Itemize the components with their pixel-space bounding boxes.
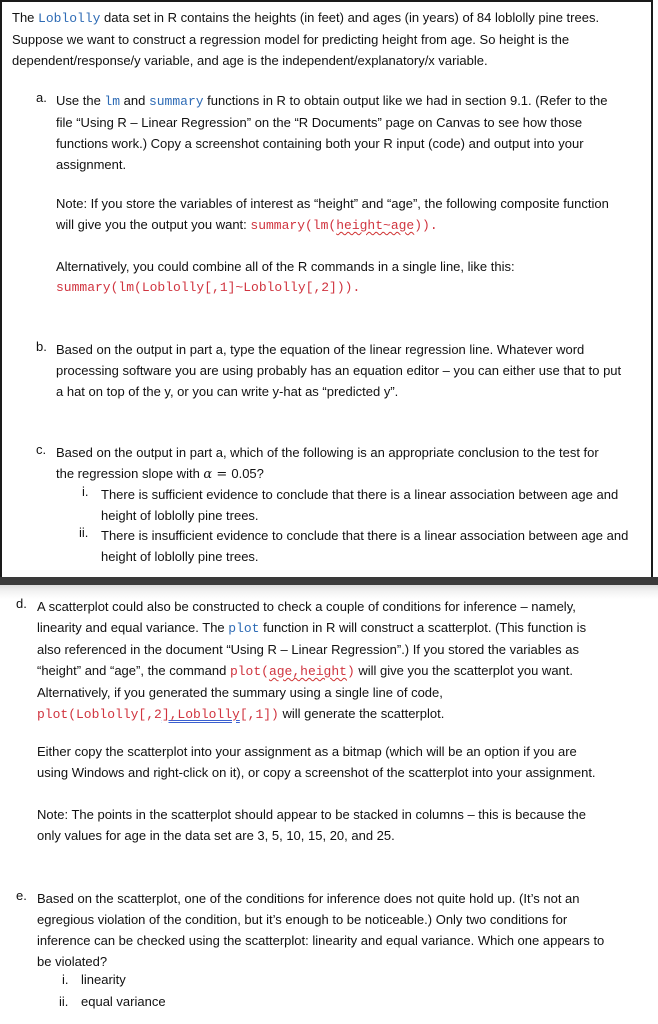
question-a-alternative bbox=[56, 256, 651, 298]
question-a-note-line-2: will give you the output you want: summary(lm(height~age)). bbox=[56, 217, 438, 233]
dataset-name: Loblolly bbox=[38, 11, 101, 26]
document-panel-bottom bbox=[0, 585, 658, 1024]
question-d-line-6: plot(Loblolly[,2],Loblolly[,1]) will generate the scatterplot. bbox=[37, 706, 445, 722]
question-d-paragraph-2 bbox=[37, 741, 652, 783]
summary-function: summary bbox=[148, 94, 204, 109]
question-b-line-1: Based on the output in part a, type the equation of the linear regression line. Whatever word bbox=[56, 342, 585, 357]
question-a-note-line-1: Note: If you store the variables of interest as “height” and “age”, the following composite function bbox=[56, 196, 609, 211]
question-e bbox=[37, 888, 652, 972]
intro-line-1: The Loblolly data set in R contains the heights (in feet) and ages (in years) of 84 loblolly pine trees. bbox=[12, 10, 600, 26]
alpha-symbol: α = bbox=[203, 467, 232, 482]
question-a-line-2: file “Using R – Linear Regression” on the “R Documents” page on Canvas to see how those bbox=[56, 115, 583, 130]
question-a-line-1: Use the lm and summary functions in R to obtain output like we had in section 9.1. (Refer to the bbox=[56, 93, 608, 109]
lm-function: lm bbox=[104, 94, 121, 109]
question-c-option-1-number: i. bbox=[82, 484, 89, 499]
question-e-line-2: egregious violation of the condition, but it’s enough to be noticeable.) Only two conditions for bbox=[37, 912, 568, 927]
question-d-line-3: also referenced in the document “Using R – Linear Regression”.) If you stored the variables as bbox=[37, 642, 579, 657]
question-c-option-1-line-1: There is sufficient evidence to conclude that there is a linear association between age and bbox=[101, 487, 619, 502]
question-d-p2-line-1: Either copy the scatterplot into your assignment as a bitmap (which will be an option if you are bbox=[37, 744, 577, 759]
question-a bbox=[56, 90, 651, 175]
summary-code-2: summary(lm(Loblolly[,1]~Loblolly[,2])). bbox=[56, 280, 361, 295]
question-d-note bbox=[37, 804, 652, 846]
question-e-option-2-number: ii. bbox=[59, 994, 69, 1009]
question-b-letter: b. bbox=[36, 339, 47, 354]
intro-line-3: dependent/response/y variable, and age is the independent/explanatory/x variable. bbox=[12, 53, 488, 68]
question-e-line-1: Based on the scatterplot, one of the conditions for inference does not quite hold up. (It’s not an bbox=[37, 891, 580, 906]
question-d-note-line-1: Note: The points in the scatterplot should appear to be stacked in columns – this is because the bbox=[37, 807, 586, 822]
question-c-option-2 bbox=[101, 525, 653, 567]
summary-code-1: summary(lm(height~age)). bbox=[250, 218, 438, 233]
question-a-line-3: functions work.) Copy a screenshot containing both your R input (code) and output into your bbox=[56, 136, 584, 151]
question-e-option-2: equal variance bbox=[81, 994, 166, 1009]
plot-code-1: plot(age,height) bbox=[229, 664, 355, 679]
question-c-option-2-line-1: There is insufficient evidence to conclude that there is a linear association between age and bbox=[101, 528, 629, 543]
question-d-note-line-2: only values for age in the data set are 3, 5, 10, 15, 20, and 25. bbox=[37, 828, 395, 843]
question-a-letter: a. bbox=[36, 90, 47, 105]
intro-line-2: Suppose we want to construct a regression model for predicting height from age. So height is the bbox=[12, 32, 570, 47]
question-b-line-2: processing software you are using probably has an equation editor – you can either use that to put bbox=[56, 363, 622, 378]
page-divider bbox=[0, 577, 658, 585]
question-e-line-4: be violated? bbox=[37, 954, 108, 969]
plot-function: plot bbox=[228, 621, 260, 636]
question-c-letter: c. bbox=[36, 442, 47, 457]
question-c-option-2-line-2: height of loblolly pine trees. bbox=[101, 549, 259, 564]
question-a-note bbox=[56, 193, 651, 236]
question-c-option-2-number: ii. bbox=[79, 525, 89, 540]
question-d-line-5: Alternatively, if you generated the summary using a single line of code, bbox=[37, 685, 443, 700]
question-a-alt-line-1: Alternatively, you could combine all of the R commands in a single line, like this: bbox=[56, 259, 515, 274]
question-c-option-1-line-2: height of loblolly pine trees. bbox=[101, 508, 259, 523]
question-b bbox=[56, 339, 651, 402]
question-c-line-2: the regression slope with α = 0.05? bbox=[56, 466, 264, 482]
question-e-line-3: inference can be checked using the scatterplot: linearity and equal variance. Which one appears to bbox=[37, 933, 605, 948]
question-d-letter: d. bbox=[16, 596, 27, 611]
question-d-line-2: linearity and equal variance. The plot function in R will construct a scatterplot. (This function is bbox=[37, 620, 587, 636]
question-d-line-4: “height” and “age”, the command plot(age,height) will give you the scatterplot you want. bbox=[37, 663, 574, 679]
intro-paragraph bbox=[12, 7, 647, 71]
question-c-option-1 bbox=[101, 484, 651, 526]
question-e-option-1: linearity bbox=[81, 972, 126, 987]
question-e-option-1-number: i. bbox=[62, 972, 69, 987]
question-e-letter: e. bbox=[16, 888, 27, 903]
question-c-line-1: Based on the output in part a, which of the following is an appropriate conclusion to the test for bbox=[56, 445, 599, 460]
question-c bbox=[56, 442, 651, 485]
question-a-line-4: assignment. bbox=[56, 157, 127, 172]
plot-code-2: plot(Loblolly[,2],Loblolly[,1]) bbox=[37, 707, 279, 722]
question-b-line-3: a hat on top of the y, or you can write y-hat as “predicted y”. bbox=[56, 384, 399, 399]
question-d bbox=[37, 596, 652, 725]
question-d-p2-line-2: using Windows and right-click on it), or copy a screenshot of the scatterplot into your assignment. bbox=[37, 765, 596, 780]
question-d-line-1: A scatterplot could also be constructed to check a couple of conditions for inference – namely, bbox=[37, 599, 576, 614]
